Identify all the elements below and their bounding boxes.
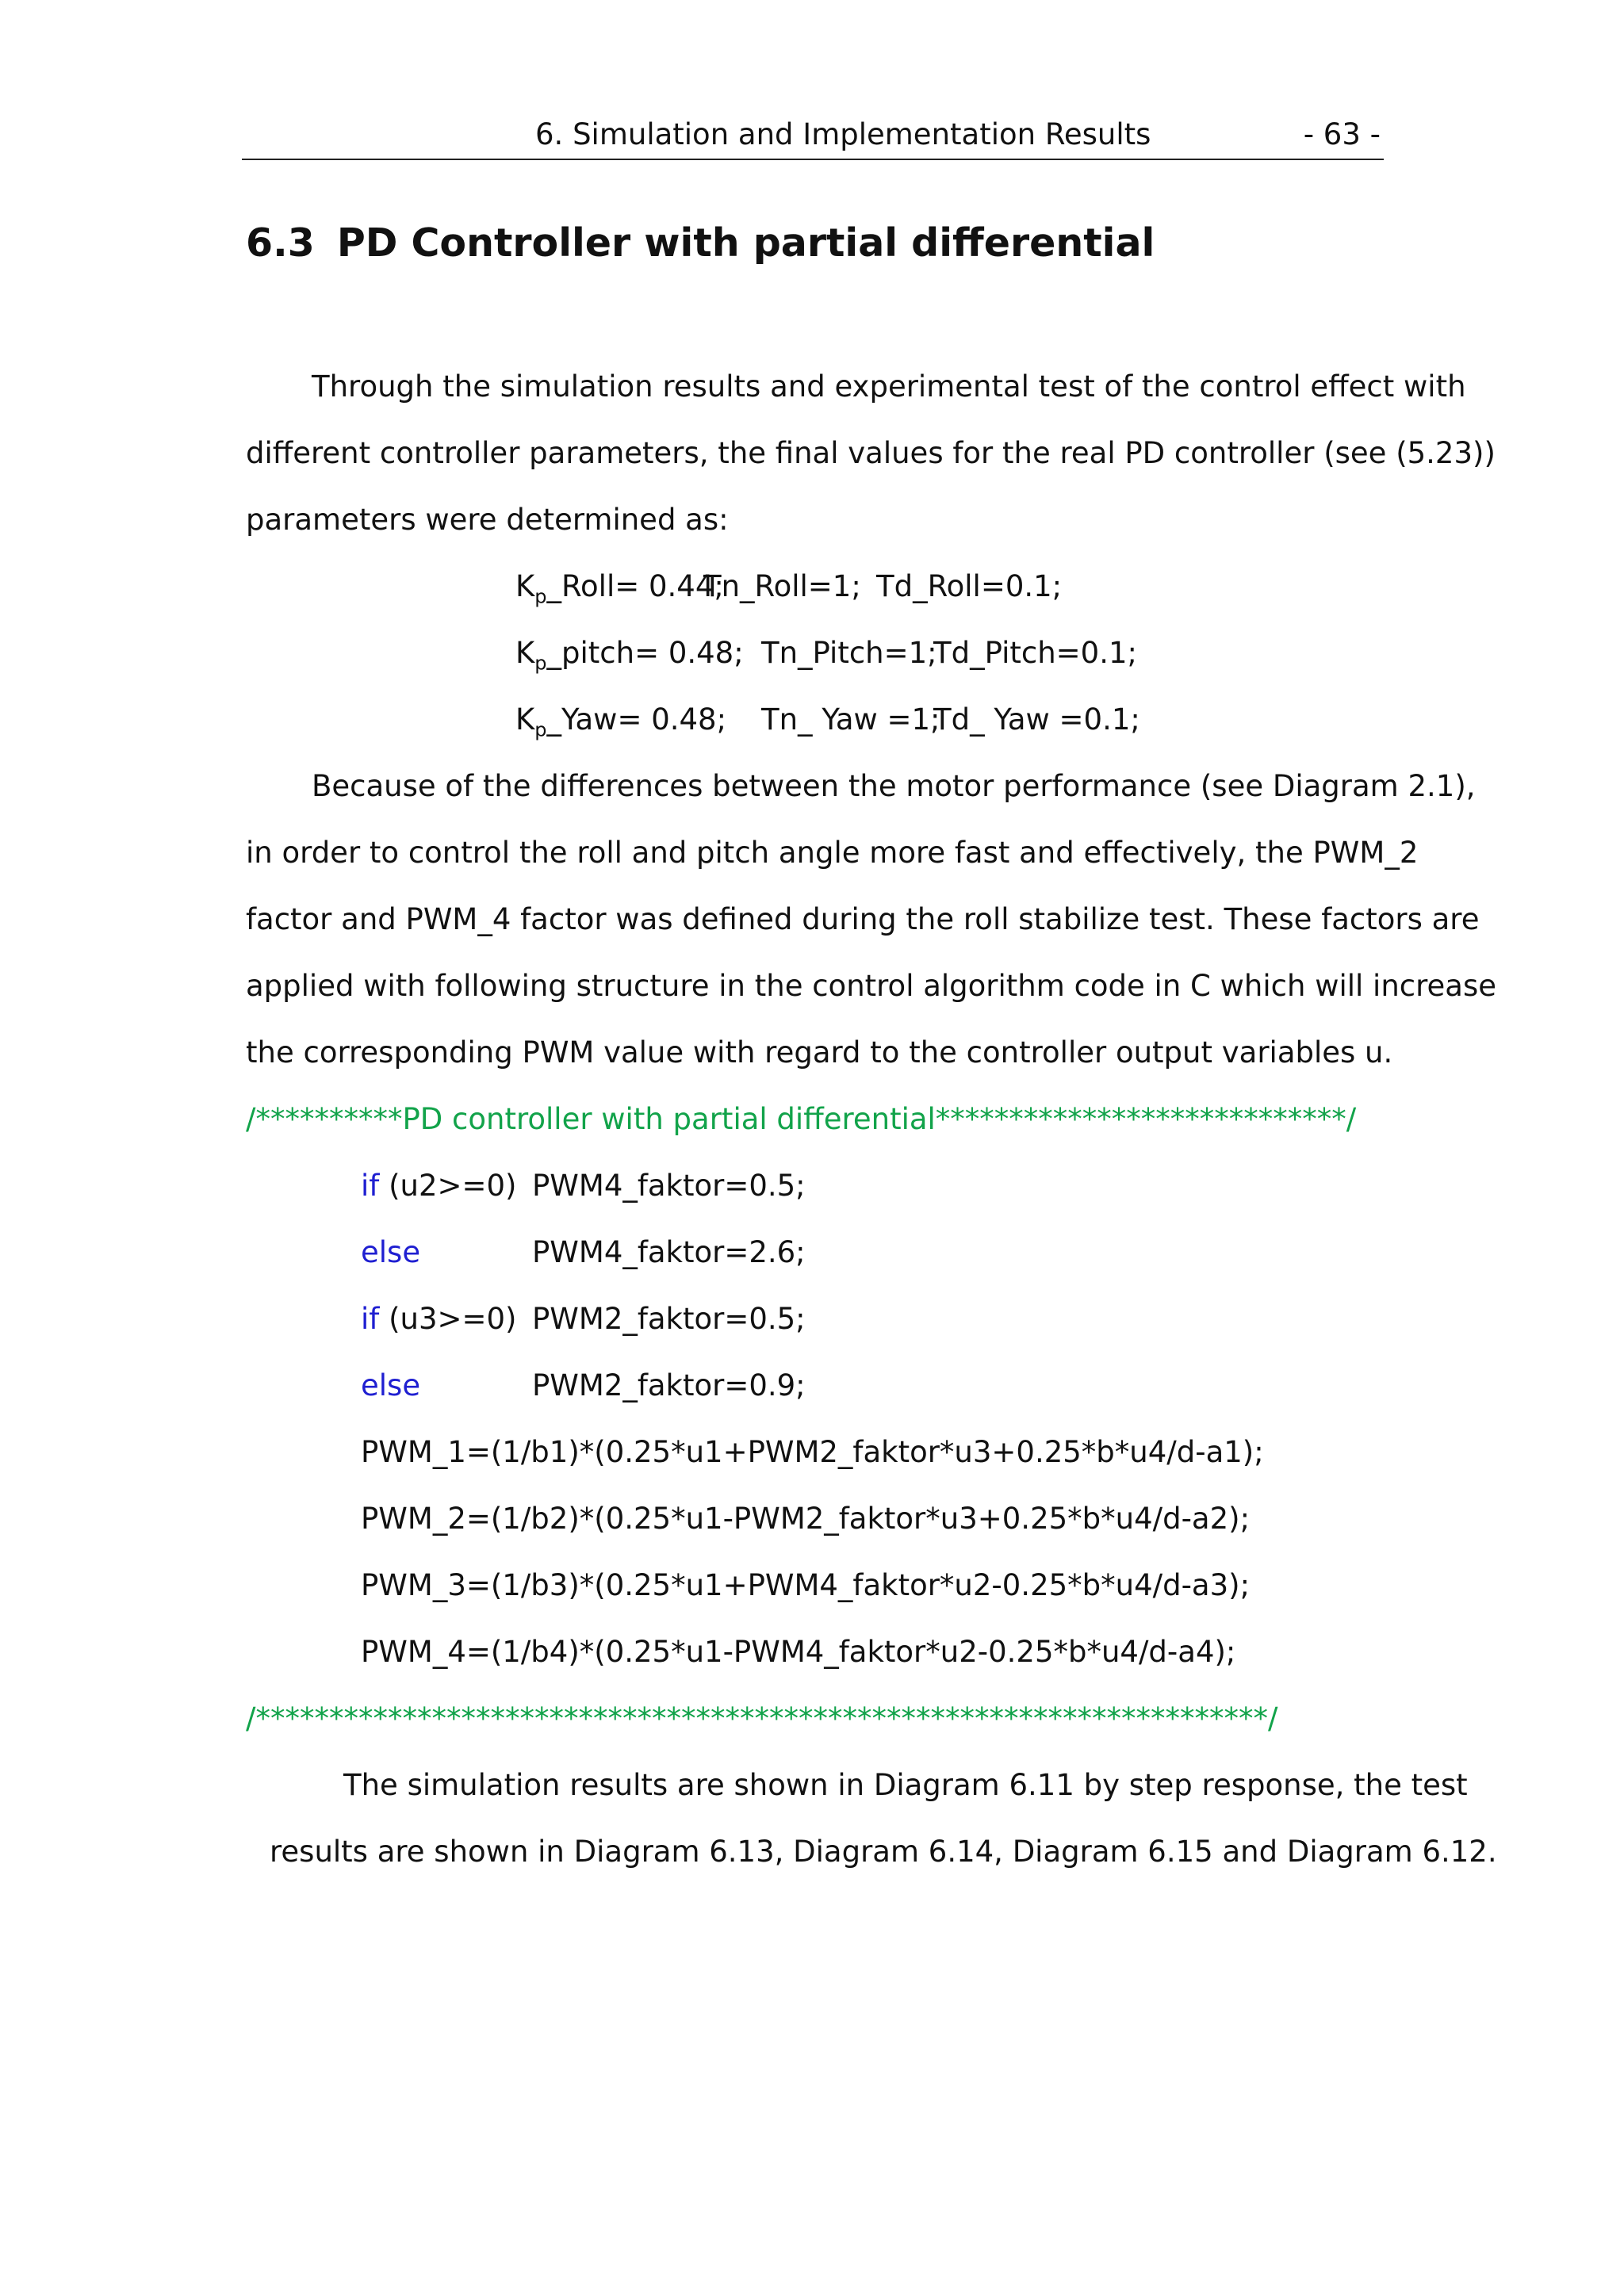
paragraph-line: factor and PWM_4 factor was defined during the roll stabilize test. These factors are [246, 902, 1480, 936]
kp-value: _Roll= 0.44; [546, 569, 724, 603]
tn-value: Tn_Roll=1; [703, 569, 861, 603]
td-value: Td_Pitch=0.1; [933, 636, 1137, 670]
code-statement: PWM2_faktor=0.5; [532, 1302, 806, 1336]
tn-value: Tn_Pitch=1; [761, 636, 937, 670]
kp-subscript: p [534, 652, 547, 675]
paragraph-line: Because of the differences between the motor performance (see Diagram 2.1), [312, 769, 1476, 803]
code-line-else [361, 1366, 806, 1406]
paragraph-line: the corresponding PWM value with regard to the controller output variables u. [246, 1035, 1393, 1070]
code-assignment: PWM_3=(1/b3)*(0.25*u1+PWM4_faktor*u2-0.25*b*u4/d-a3); [361, 1568, 1251, 1602]
paragraph-line: in order to control the roll and pitch angle more fast and effectively, the PWM_2 [246, 836, 1419, 870]
code-keyword: if [361, 1169, 380, 1203]
kp-subscript: p [534, 718, 547, 741]
code-statement: PWM4_faktor=0.5; [532, 1169, 806, 1203]
paragraph-line: The simulation results are shown in Diagram 6.11 by step response, the test [343, 1768, 1468, 1802]
parameter-line-roll [515, 567, 1150, 607]
section-number: 6.3 [246, 220, 315, 266]
code-condition: (u2>=0) [379, 1169, 517, 1203]
paragraph-line: different controller parameters, the final values for the real PD controller (see (5.23)) [246, 436, 1496, 470]
code-keyword: else [361, 1235, 421, 1269]
code-assignment: PWM_4=(1/b4)*(0.25*u1-PWM4_faktor*u2-0.25*b*u4/d-a4); [361, 1635, 1236, 1669]
kp-value: _Yaw= 0.48; [546, 702, 727, 737]
chapter-title: 6. Simulation and Implementation Results [535, 117, 1151, 151]
kp-subscript: p [534, 585, 547, 608]
td-value: Td_ Yaw =0.1; [933, 702, 1140, 737]
tn-value: Tn_ Yaw =1; [761, 702, 940, 737]
code-statement: PWM2_faktor=0.9; [532, 1368, 806, 1402]
code-keyword: if [361, 1302, 380, 1336]
code-comment-close: /*********************************************************************/ [246, 1701, 1278, 1735]
code-assignment: PWM_1=(1/b1)*(0.25*u1+PWM2_faktor*u3+0.25*b*u4/d-a1); [361, 1435, 1264, 1469]
section-heading [246, 216, 1155, 271]
code-line-if [361, 1166, 806, 1206]
parameter-line-pitch [515, 633, 1150, 673]
paragraph-line: Through the simulation results and experimental test of the control effect with [312, 369, 1466, 404]
paragraph-line: results are shown in Diagram 6.13, Diagram 6.14, Diagram 6.15 and Diagram 6.12. [270, 1835, 1497, 1869]
code-condition: (u3>=0) [379, 1302, 517, 1336]
code-line-else [361, 1233, 806, 1272]
page-number: - 63 - [1303, 117, 1381, 151]
kp-symbol: K [515, 569, 535, 603]
kp-value: _pitch= 0.48; [546, 636, 744, 670]
paragraph-line: parameters were determined as: [246, 503, 729, 537]
kp-symbol: K [515, 636, 535, 670]
code-keyword: else [361, 1368, 421, 1402]
running-header [242, 115, 1384, 160]
code-assignment: PWM_2=(1/b2)*(0.25*u1-PWM2_faktor*u3+0.25*b*u4/d-a2); [361, 1502, 1251, 1536]
td-value: Td_Roll=0.1; [876, 569, 1063, 603]
code-line-if [361, 1299, 806, 1339]
section-title: PD Controller with partial differential [336, 220, 1155, 266]
kp-symbol: K [515, 702, 535, 737]
code-statement: PWM4_faktor=2.6; [532, 1235, 806, 1269]
parameter-line-yaw [515, 700, 1150, 740]
paragraph-line: applied with following structure in the control algorithm code in C which will increase [246, 969, 1496, 1003]
code-comment-open: /**********PD controller with partial differential****************************/ [246, 1102, 1357, 1136]
